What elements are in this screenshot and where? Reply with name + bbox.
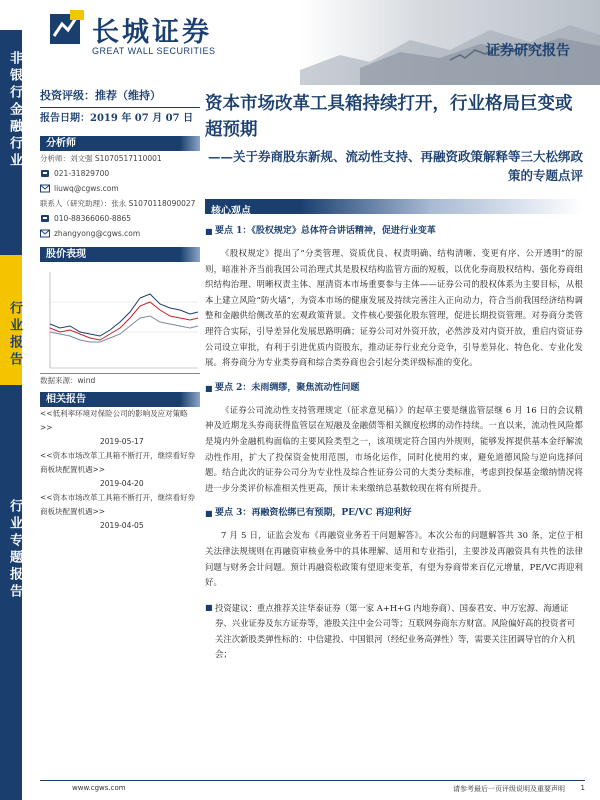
key-point-1 xyxy=(205,224,583,238)
index-line-2 xyxy=(50,302,198,340)
related-reports-box xyxy=(40,392,200,533)
key-point-1-text: 要点 1：《股权规定》总体符合讲话精神，促进行业变革 xyxy=(215,226,436,236)
related-report-link[interactable]: <<资本市场改革工具箱不断打开，继续看好券商板块配置机遇>> xyxy=(40,451,196,474)
chart-source: 数据来源：wind xyxy=(40,376,96,385)
analyst-row-text: 分析师：刘文强 S1070517110001 xyxy=(40,154,162,163)
analyst-row xyxy=(40,166,200,181)
investment-advice-text: 投资建议：重点推荐关注华泰证券（第一家 A+H+G 内地券商）、国泰君安、申万宏源、海通证券、兴业证券及东方证券等，港股关注中金公司等；互联网券商东方财富。风险偏好高的投资者可关注次新股类弹性标的：中信建投、中国银河（经纪业务高弹性）等，需要关注团调导官的介入机会； xyxy=(215,602,576,660)
category-sidebar xyxy=(0,30,22,800)
related-reports-list xyxy=(40,407,200,533)
analyst-row xyxy=(40,181,200,196)
square-bullet-icon: ■ xyxy=(205,508,213,519)
paragraph-1: 《股权规定》提出了“分类管理、资质优良、权责明确、结构清晰、变更有序、公开透明”的原则，暗准补齐当前我国公司治理式其是股权结构监管方面的短板，以优化券商股权结构、强化券商组织结构治理、明晰权责主体、厘清资本市场重要参与主体——证券公司的股权体系为主要目标，从根本上建立风险“防火墙”，为资本市场的健康发展及持续完善注入正向动力，符合当前我国经济结构调整和金融供给侧改革的宏观政策背景。文件核心要强化股东管理，促进长期投资管理。对券商分类管理符合实际，引导差异化发展思路明确；证券公司对外资开放，必然涉及对内资开放，重启内资证券公司设立审批，有利于引进优质内资股东，推动证券行业充分竞争，引导差异化、特色化、专业化发展。将券商分为专业类券商和综合类券商也会引起分类评级标准的变化。 xyxy=(205,248,583,368)
price-chart-box xyxy=(40,247,200,388)
key-point-2-text: 要点 2：未雨绸缪，聚焦流动性问题 xyxy=(215,382,360,393)
related-report-date: 2019-05-17 xyxy=(100,437,144,446)
analyst-row xyxy=(40,151,200,166)
related-report-link[interactable]: <<资本市场改革工具箱不断打开，继续看好券商板块配置机遇>> xyxy=(40,493,196,516)
report-title: 资本市场改革工具箱持续打开，行业格局巨变或超预期 xyxy=(205,94,573,140)
analyst-list xyxy=(40,151,200,241)
related-reports-title: 相关报告 xyxy=(40,392,200,407)
analyst-title: 分析师 xyxy=(40,136,200,151)
index-line-1 xyxy=(50,294,198,336)
main-content xyxy=(205,85,583,663)
great-wall-logo-icon xyxy=(50,10,84,46)
related-report-date: 2019-04-20 xyxy=(100,479,144,488)
price-chart-svg xyxy=(40,262,200,374)
page-footer xyxy=(40,780,585,800)
price-chart xyxy=(40,262,200,374)
analyst-row xyxy=(40,211,200,226)
analyst-row-text: 010-88366060-8865 xyxy=(54,214,131,223)
square-bullet-icon: ■ xyxy=(205,602,213,612)
report-header xyxy=(0,0,600,85)
report-type: 证券研究报告 xyxy=(486,43,570,59)
sidebar-industry-label: 非银行金融行业 xyxy=(7,50,22,170)
square-bullet-icon: ■ xyxy=(205,382,213,393)
analyst-row-text: zhangyong@cgws.com xyxy=(54,229,141,238)
key-point-2 xyxy=(205,381,583,395)
report-subtitle: ——关于券商股东新规、流动性支持、再融资政策解释等三大松绑政策的专题点评 xyxy=(207,149,583,183)
related-report-date: 2019-04-05 xyxy=(100,521,144,530)
analyst-row xyxy=(40,226,200,241)
paragraph-2: 《证券公司流动性支持管理规定（征求意见稿）》的起草主要是继监管层继 6 月 16 日的会议精神及近期龙头券商获得监管层在短融及金融债等相关额度松绑的动作持续。一直以来，流动性风险都是境内外金融机构面临的主要风险类型之一，该项规定符合国内外规则，能够发挥提供基本金纾解流动性作用，扩大了投保资金使用范围，市场化运作，同时化使用约束，避免道德风险与逆向选择问题。结合此次的证券公司分为专业性及综合性证券公司的大类分类标准，考虑到投保基金缴纳情况将进一步分类评价标准相关性更高，预计未来缴纳总基数较现在将有所提升。 xyxy=(205,404,583,493)
analyst-row-text: 021-31829700 xyxy=(54,169,110,178)
related-report-link[interactable]: <<低利率环境对保险公司的影响及应对策略>> xyxy=(40,409,188,432)
footer-divider xyxy=(40,780,585,781)
phone-icon xyxy=(40,214,50,223)
paragraph-3: 7 月 5 日，证监会发布《再融资业务若干问题解答》。本次公布的问题解答共 30 条，定位于相关法律法规规则在再融资审核业务中的具体理解、适用和专业指引，主要涉及再融资具有共性的法律问题与财务会计问题。预计再融资松政策有望迎来变革，有望为券商带来百亿元增量，PE/VC再迎利好。 xyxy=(205,530,583,588)
logo-english: GREAT WALL SECURITIES xyxy=(92,46,216,56)
square-bullet-icon: ■ xyxy=(205,226,213,236)
key-point-3 xyxy=(205,506,583,520)
analyst-box xyxy=(40,136,200,241)
analyst-row-text: liuwq@cgws.com xyxy=(54,184,119,193)
logo-chinese: 长城证券 xyxy=(92,17,212,48)
analyst-row xyxy=(40,196,200,211)
page-number: 1 xyxy=(580,784,585,792)
sidebar-topic-label: 行业专题报告 xyxy=(7,499,22,601)
core-views-label: 核心观点 xyxy=(211,206,251,217)
key-point-3-text: 要点 3：再融资松绑已有预期，PE/VC 再迎利好 xyxy=(215,508,412,519)
sidebar-report-label: 行业报告 xyxy=(7,301,22,369)
price-chart-title: 股价表现 xyxy=(40,247,200,262)
footer-website: www.cgws.com xyxy=(72,784,126,792)
mail-icon xyxy=(40,229,50,238)
investment-advice xyxy=(205,601,583,663)
report-date: 报告日期：2019 年 07 月 07 日 xyxy=(40,113,194,124)
analyst-row-text: 联系人（研究助理）：张永 S1070118090027 xyxy=(40,199,196,208)
footer-disclaimer: 请参考最后一页评级说明及重要声明 xyxy=(453,785,565,793)
mail-icon xyxy=(40,184,50,193)
info-column xyxy=(40,85,200,533)
phone-icon xyxy=(40,169,50,178)
core-views-bar xyxy=(205,199,583,217)
index-line-3 xyxy=(50,316,198,342)
investment-rating: 投资评级：推荐（维持） xyxy=(40,89,161,102)
